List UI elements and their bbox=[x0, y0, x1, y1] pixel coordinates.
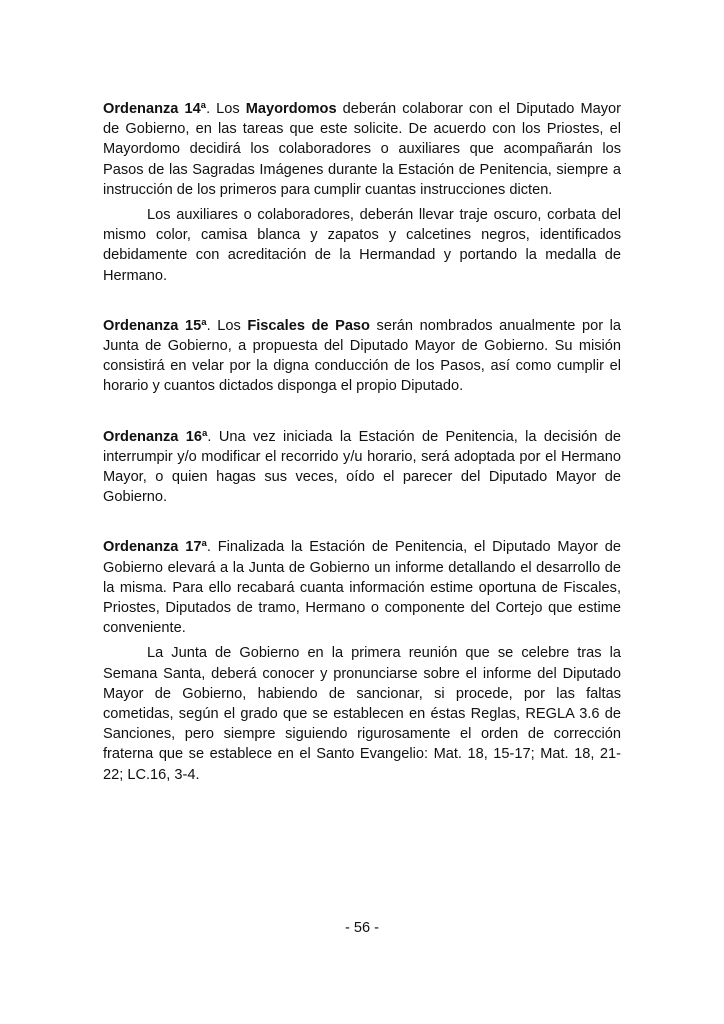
ordenanza-16 bbox=[103, 427, 621, 508]
text-run: . Una vez iniciada la Estación de Penitencia, la decisión de interrumpir y/o modificar el recorrido y/u horario, será adoptada por el Hermano Mayor, o quien hagas sus veces, oído el parecer del Diputado Mayor de Gobierno. bbox=[103, 428, 621, 506]
text-run: deberán colaborar con el Diputado Mayor de Gobierno, en las tareas que este solicite. De acuerdo con los Priostes, el Mayordomo decidirá los colaboradores o auxiliares que acompañarán los Pasos de las Sagradas Imágenes durante la Estación de Penitencia, siempre a instrucción de los primeros para cumplir cuantas instrucciones dicten. bbox=[103, 101, 622, 198]
text-run: . Los bbox=[206, 101, 246, 117]
ordenanza-heading: Ordenanza 14ª bbox=[103, 101, 207, 117]
ordenanza-17-paragraph-1 bbox=[103, 537, 621, 638]
ordenanza-16-paragraph-1 bbox=[103, 427, 621, 508]
ordenanza-14-paragraph-2: Los auxiliares o colaboradores, deberán llevar traje oscuro, corbata del mismo color, camisa blanca y zapatos y calcetines negros, identificados debidamente con acreditación de la Hermandad y portando la medalla de Hermano. bbox=[103, 207, 621, 284]
ordenanza-heading: Ordenanza 16ª bbox=[103, 428, 208, 445]
bold-term: Fiscales de Paso bbox=[247, 317, 370, 334]
document-body bbox=[103, 99, 621, 785]
ordenanza-14-paragraph-1 bbox=[103, 99, 621, 200]
page-number: - 56 - bbox=[344, 920, 380, 936]
text-run: . Finalizada la Estación de Penitencia, el Diputado Mayor de Gobierno elevará a la Junta de Gobierno un informe detallando el desarrollo de la misma. Para ello recabará cuanta información estime oportuna de Fiscales, Priostes, Diputados de tramo, Hermano o componente del Cortejo que estime conveniente. bbox=[103, 539, 621, 637]
text-run: serán nombrados anualmente por la Junta de Gobierno, a propuesta del Diputado Mayor de Gobierno. Su misión consistirá en velar por la digna conducción de los Pasos, así como cumplir el horario y cuantos dictados disponga el propio Diputado. bbox=[103, 317, 621, 395]
ordenanza-heading: Ordenanza 17ª bbox=[103, 539, 207, 556]
ordenanza-17-paragraph-2: La Junta de Gobierno en la primera reunión que se celebre tras la Semana Santa, deberá conocer y pronunciarse sobre el informe del Diputado Mayor de Gobierno, habiendo de sancionar, si procede, por las faltas cometidas, según el grado que se establecen en éstas Reglas, REGLA 3.6 de Sanciones, pero siempre siguiendo rigurosamente el orden de corrección fraterna que se establece en el Santo Evangelio: Mat. 18, 15-17; Mat. 18, 21-22; LC.16, 3-4. bbox=[103, 645, 621, 783]
ordenanza-15-paragraph-1 bbox=[103, 316, 621, 397]
text-run: . Los bbox=[206, 317, 248, 334]
ordenanza-17 bbox=[103, 537, 621, 784]
ordenanza-15 bbox=[103, 316, 621, 397]
ordenanza-14 bbox=[103, 99, 621, 286]
ordenanza-heading: Ordenanza 15ª bbox=[103, 317, 207, 334]
bold-term: Mayordomos bbox=[245, 101, 337, 117]
